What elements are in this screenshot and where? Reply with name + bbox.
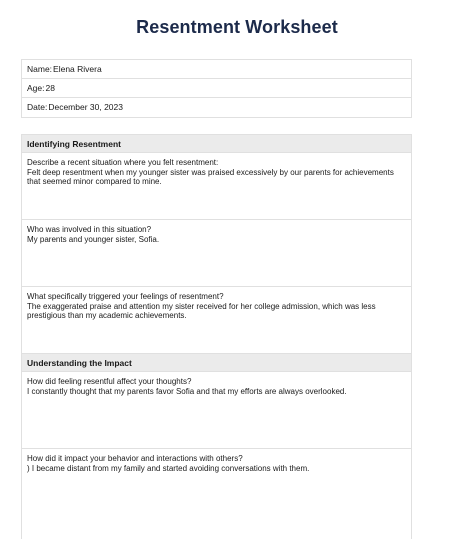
name-value: Elena Rivera bbox=[53, 64, 102, 74]
answer-text: Felt deep resentment when my younger sister was praised excessively by our parents for achievements that seemed minor compared to mine. bbox=[27, 167, 394, 187]
page-title: Resentment Worksheet bbox=[136, 17, 338, 37]
name-label: Name: bbox=[27, 64, 53, 74]
name-row bbox=[22, 60, 411, 79]
age-label: Age: bbox=[27, 83, 45, 93]
date-row bbox=[22, 98, 411, 117]
section-understanding-impact bbox=[21, 353, 412, 539]
date-label: Date: bbox=[27, 102, 48, 112]
age-value: 28 bbox=[45, 83, 55, 93]
question-cell bbox=[22, 153, 411, 220]
question-cell bbox=[22, 287, 411, 354]
question-cell bbox=[22, 220, 411, 287]
age-row bbox=[22, 79, 411, 98]
section-identifying-resentment bbox=[21, 134, 412, 354]
question-text: How did feeling resentful affect your thoughts? bbox=[27, 377, 192, 386]
answer-text: My parents and younger sister, Sofia. bbox=[27, 234, 160, 244]
section-header: Identifying Resentment bbox=[22, 135, 411, 153]
question-cell bbox=[22, 372, 411, 449]
section-header: Understanding the Impact bbox=[22, 354, 411, 372]
personal-info-table bbox=[21, 59, 412, 118]
question-text: Who was involved in this situation? bbox=[27, 225, 152, 234]
answer-text: The exaggerated praise and attention my sister received for her college admission, which was less prestigious than my academic achievements. bbox=[27, 301, 376, 321]
question-text: What specifically triggered your feelings of resentment? bbox=[27, 292, 224, 301]
answer-text: ) I became distant from my family and started avoiding conversations with them. bbox=[27, 463, 310, 473]
question-text: Describe a recent situation where you felt resentment: bbox=[27, 158, 219, 167]
question-text: How did it impact your behavior and interactions with others? bbox=[27, 454, 243, 463]
question-cell bbox=[22, 449, 411, 539]
answer-text: I constantly thought that my parents favor Sofia and that my efforts are always overlooked. bbox=[27, 386, 347, 396]
date-value: December 30, 2023 bbox=[48, 102, 123, 112]
